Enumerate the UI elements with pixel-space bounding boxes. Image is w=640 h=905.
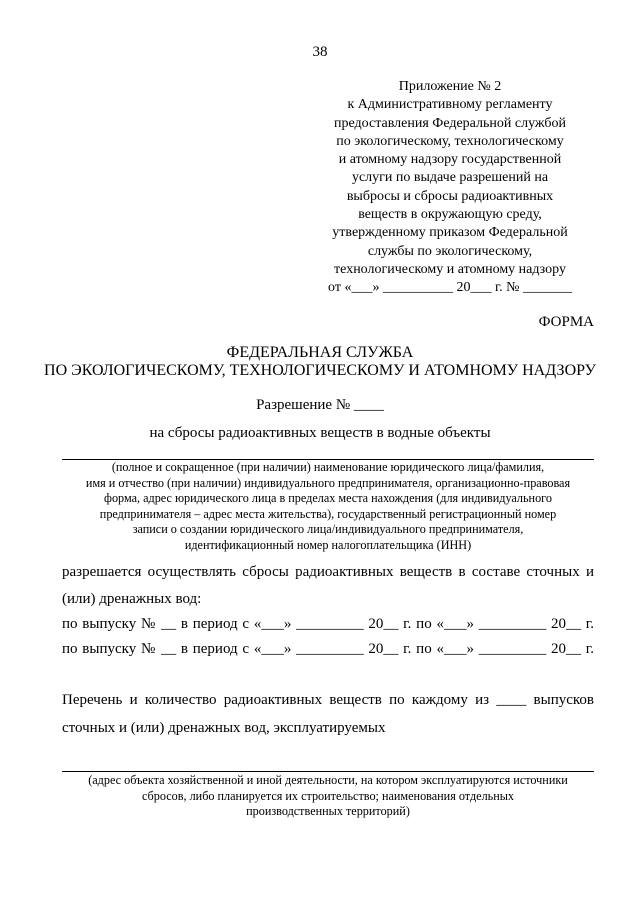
note-line: форма, адрес юридического лица в пределах места нахождения (для индивидуального	[104, 491, 552, 506]
appendix-line: услуги по выдаче разрешений на	[351, 170, 549, 186]
permit-subject: на сбросы радиоактивных веществ в водные объекты	[149, 425, 491, 441]
outlet-row	[62, 641, 594, 658]
appendix-line: к Административному регламенту	[347, 97, 553, 113]
appendix-line: выбросы и сбросы радиоактивных	[346, 188, 554, 204]
note-line: (полное и сокращенное (при наличии) наименование юридического лица/фамилия,	[111, 460, 545, 474]
permit-title: Разрешение № ____	[256, 397, 384, 413]
period-to: по «___» _________ 20__ г.	[416, 616, 594, 632]
appendix-line: Приложение № 2	[398, 79, 502, 94]
period-to: по «___» _________ 20__ г.	[416, 641, 594, 657]
agency-title	[0, 344, 640, 380]
note-line: (адрес объекта хозяйственной и иной деятельности, на котором эксплуатируются источники	[88, 773, 568, 787]
paragraph-1-line-1: разрешается осуществлять сбросы радиоактивных веществ в составе сточных и	[62, 564, 594, 580]
appendix-line: утвержденному приказом Федеральной	[332, 225, 568, 241]
period-from: в период с «___» _________ 20__ г.	[180, 641, 412, 657]
appendix-header	[300, 78, 600, 298]
paragraph-2-line-1: Перечень и количество радиоактивных веществ по каждому из ____ выпусков	[62, 692, 594, 708]
note-line: предпринимателя – адрес места жительства), государственный регистрационный номер	[99, 506, 557, 521]
paragraph-1-line-2: (или) дренажных вод:	[62, 591, 202, 607]
note-line: производственных территорий)	[246, 804, 410, 819]
note-line: имя и отчество (при наличии) индивидуального предпринимателя, организационно-правовая	[85, 475, 571, 490]
paragraph-2-line-2: сточных и (или) дренажных вод, эксплуатируемых	[62, 720, 386, 736]
address-note	[62, 773, 594, 820]
note-line: идентификационный номер налогоплательщика (ИНН)	[184, 537, 472, 552]
outlet-number: по выпуску № __	[62, 616, 177, 632]
applicant-note	[62, 460, 594, 554]
outlet-row	[62, 616, 594, 633]
agency-line-2: ПО ЭКОЛОГИЧЕСКОМУ, ТЕХНОЛОГИЧЕСКОМУ И АТОМНОМУ НАДЗОРУ	[44, 362, 596, 379]
period-from: в период с «___» _________ 20__ г.	[180, 616, 412, 632]
address-field-line	[62, 771, 594, 772]
appendix-line: службы по экологическому,	[367, 243, 533, 259]
appendix-line: предоставления Федеральной службой	[334, 115, 566, 131]
appendix-line: веществ в окружающую среду,	[358, 207, 542, 223]
appendix-line: технологическому и атомному надзору	[334, 261, 566, 277]
page-number: 38	[312, 44, 328, 60]
form-label: ФОРМА	[538, 314, 594, 330]
appendix-line: и атомному надзору государственной	[338, 152, 562, 168]
agency-line-1: ФЕДЕРАЛЬНАЯ СЛУЖБА	[226, 344, 414, 361]
appendix-date-line: от «___» __________ 20___ г. № _______	[328, 280, 572, 296]
outlet-number: по выпуску № __	[62, 641, 177, 657]
appendix-line: по экологическому, технологическому	[336, 133, 564, 149]
note-line: сбросов, либо планируется их строительство; наименования отдельных	[141, 788, 515, 803]
note-line: записи о создании юридического лица/индивидуального предпринимателя,	[132, 522, 524, 537]
